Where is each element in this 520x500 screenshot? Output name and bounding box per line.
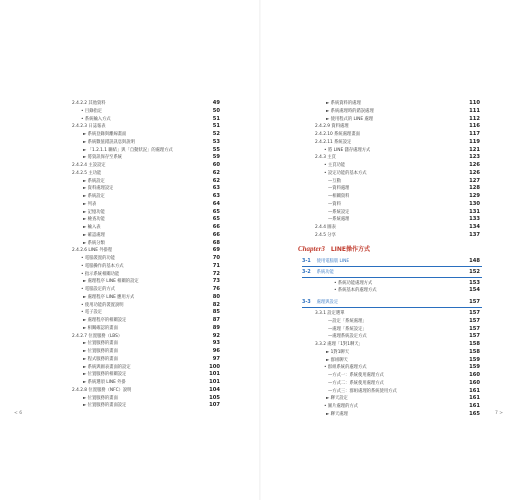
toc-entry-label: —方式一：系統使用處理方式 <box>328 373 384 378</box>
toc-entry-page-number: 133 <box>469 216 480 223</box>
toc-entry-label: • 電腦裝置的功能 <box>81 256 115 261</box>
right-folio: 7 > <box>495 411 504 416</box>
toc-entry-page-number: 60 <box>212 162 220 168</box>
toc-entry <box>260 349 520 356</box>
toc-entry-label: —處理「系統設定」 <box>328 326 367 332</box>
toc-entry-page-number: 119 <box>469 138 480 145</box>
toc-entry <box>260 154 520 161</box>
toc-entry <box>260 162 520 169</box>
toc-entry-page-number: 89 <box>212 324 220 331</box>
toc-entry-page-number: 123 <box>469 154 480 161</box>
toc-entry-label: • 指示系統相關功能 <box>81 271 120 277</box>
toc-entry-page-number: 129 <box>469 193 480 199</box>
toc-entry-label: 2.4.3 主頁 <box>315 155 336 161</box>
toc-entry-label: ► 系統資料的處理 <box>326 101 361 106</box>
toc-entry <box>260 318 520 325</box>
toc-entry-page-number: 157 <box>469 333 480 340</box>
section-rule <box>302 266 482 267</box>
toc-entry <box>0 201 260 208</box>
toc-entry-label: 2.4.2.11 系統設定 <box>315 139 352 145</box>
toc-entry <box>0 232 260 239</box>
toc-entry-page-number: 72 <box>212 270 220 277</box>
toc-entry-label: —方式二：系統使用處理方式 <box>328 380 384 386</box>
section-entry <box>260 299 520 306</box>
toc-entry <box>260 100 520 107</box>
toc-entry-page-number: 100 <box>209 363 220 370</box>
toc-entry-label: ► 群組聊天 <box>326 357 348 363</box>
toc-entry <box>0 185 260 192</box>
toc-entry <box>0 123 260 130</box>
toc-entry-page-number: 62 <box>212 169 220 176</box>
toc-entry-label: ► 相關確認的畫面 <box>83 325 118 331</box>
toc-entry <box>0 263 260 270</box>
toc-entry-label: 2.4.4 圖表 <box>315 225 336 230</box>
toc-entry-page-number: 66 <box>212 231 220 238</box>
toc-entry <box>260 224 520 231</box>
toc-entry <box>260 209 520 216</box>
toc-entry-label: ► 處理程序的相關設定 <box>83 318 127 323</box>
toc-entry-page-number: 112 <box>469 115 480 122</box>
toc-entry-label: —系統處理 <box>328 217 350 223</box>
toc-entry-page-number: 53 <box>212 138 220 145</box>
toc-entry <box>0 178 260 185</box>
toc-entry-label: ► 確認處理 <box>83 232 105 238</box>
toc-entry-label: ► 系統登錄與離線畫面 <box>83 132 127 137</box>
toc-entry-page-number: 50 <box>212 107 220 114</box>
toc-entry <box>260 357 520 364</box>
section-rule <box>302 307 482 308</box>
toc-entry-page-number: 127 <box>469 177 480 184</box>
toc-entry-label: • 電腦設定的方式 <box>81 287 115 292</box>
toc-entry-page-number: 126 <box>469 162 480 168</box>
toc-entry-page-number: 158 <box>469 348 480 355</box>
toc-entry-page-number: 101 <box>209 379 220 385</box>
toc-entry-page-number: 80 <box>212 293 220 300</box>
toc-entry-label: 2.4.2.7 位置服務（LBS） <box>72 333 123 339</box>
toc-entry-page-number: 51 <box>212 123 220 130</box>
toc-entry <box>260 280 520 287</box>
section-label <box>302 299 338 306</box>
toc-entry-page-number: 59 <box>212 154 220 161</box>
toc-entry-label: ► 處理程序 LINE 相關的設定 <box>83 279 139 285</box>
toc-entry <box>0 209 260 216</box>
toc-entry-label: ► 列表 <box>83 201 97 207</box>
toc-entry <box>0 317 260 324</box>
toc-entry-label: ► 聊天設定 <box>326 396 348 402</box>
toc-entry <box>0 247 260 254</box>
section-rule <box>302 277 482 278</box>
toc-entry-label: ► 位置服務的畫面 <box>83 395 118 401</box>
toc-entry-label: • 設定功能的基本方式 <box>324 170 367 176</box>
toc-entry <box>0 340 260 347</box>
section-title: 使用電腦版 LINE <box>316 258 350 264</box>
section-title: 系統功能 <box>316 269 334 275</box>
toc-entry-page-number: 49 <box>212 100 220 106</box>
toc-entry <box>260 372 520 379</box>
toc-entry-label: 2.4.2.5 主功能 <box>72 170 102 176</box>
toc-entry-page-number: 107 <box>209 402 220 409</box>
toc-entry <box>0 294 260 301</box>
toc-entry <box>0 387 260 394</box>
toc-entry-label: —資料 <box>328 201 341 207</box>
section-number: 3-1 <box>302 258 311 264</box>
toc-entry-label: • 系統基本的處理方式 <box>334 288 377 294</box>
toc-entry <box>260 388 520 395</box>
toc-entry-page-number: 126 <box>469 169 480 176</box>
toc-entry <box>260 185 520 192</box>
toc-entry-label: ► 記憶功能 <box>83 209 105 215</box>
left-folio: < 6 <box>14 411 23 416</box>
section-number: 3-2 <box>302 269 311 275</box>
section-title: 處理與設定 <box>316 300 339 305</box>
toc-entry <box>0 302 260 309</box>
toc-entry <box>0 216 260 223</box>
chapter-heading <box>298 244 370 254</box>
toc-entry-page-number: 161 <box>469 387 480 394</box>
toc-entry-label: • 主頁功能 <box>324 163 346 168</box>
toc-entry-page-number: 76 <box>212 286 220 292</box>
toc-entry <box>260 131 520 138</box>
toc-entry-page-number: 64 <box>212 200 220 207</box>
toc-entry-label: ► 處理程序 LINE 應用方式 <box>83 294 135 300</box>
toc-entry <box>260 411 520 418</box>
toc-entry <box>0 271 260 278</box>
toc-entry <box>0 364 260 371</box>
toc-entry-label: • 電子設定 <box>81 310 103 316</box>
toc-entry-label: ► 系統選項 LINE 外掛 <box>83 380 126 385</box>
toc-entry <box>260 123 520 130</box>
toc-entry-label: —處理系統設定方式 <box>328 334 367 340</box>
toc-entry <box>0 309 260 316</box>
toc-entry <box>260 341 520 348</box>
toc-entry <box>0 255 260 262</box>
toc-entry-page-number: 70 <box>212 255 220 261</box>
toc-entry <box>260 232 520 239</box>
toc-entry-page-number: 165 <box>469 410 480 417</box>
section-entry <box>260 258 520 265</box>
toc-entry-label: ► 系統數值錯誤訊息與說明 <box>83 139 135 145</box>
toc-entry-label: • 目錄指定 <box>81 108 103 114</box>
toc-entry-page-number: 157 <box>469 325 480 332</box>
chapter-label: Chapter3 <box>298 244 325 253</box>
toc-entry <box>260 380 520 387</box>
toc-entry-page-number: 97 <box>212 355 220 362</box>
toc-entry-label: ► 系統分類 <box>83 240 105 246</box>
toc-entry <box>0 131 260 138</box>
toc-entry-label: 2.4.5 分享 <box>315 232 336 238</box>
toc-entry <box>0 371 260 378</box>
toc-entry-label: ► 1對1聊天 <box>326 349 350 355</box>
section-page-number: 157 <box>469 299 480 305</box>
toc-entry-page-number: 116 <box>469 123 480 130</box>
section-entry <box>260 269 520 276</box>
toc-entry-label: ► 將資訊保存至系統 <box>83 155 123 161</box>
toc-entry-page-number: 110 <box>469 100 480 106</box>
toc-entry-page-number: 55 <box>212 146 220 153</box>
toc-entry <box>260 395 520 402</box>
section-number: 3-3 <box>302 300 311 305</box>
section-page-number: 148 <box>469 257 480 264</box>
toc-entry-label: ► 系統設定 <box>83 178 105 184</box>
toc-entry-page-number: 131 <box>469 208 480 215</box>
toc-entry-page-number: 160 <box>469 372 480 378</box>
toc-entry-page-number: 104 <box>209 386 220 393</box>
toc-entry <box>260 116 520 123</box>
toc-entry <box>260 287 520 294</box>
toc-entry-label: 2.4.2.8 位置服務（NFC）說明 <box>72 387 132 393</box>
section-label <box>302 258 349 265</box>
toc-entry-page-number: 111 <box>469 107 480 114</box>
chapter-title: LINE操作方式 <box>330 245 371 253</box>
toc-entry-page-number: 128 <box>469 185 480 192</box>
right-page <box>260 0 520 500</box>
toc-entry-page-number: 85 <box>212 309 220 316</box>
toc-entry <box>0 278 260 285</box>
toc-entry-label: —系統設定 <box>328 209 350 215</box>
toc-entry-label: ► 系統設定 <box>83 194 105 199</box>
toc-entry-page-number: 158 <box>469 341 480 347</box>
toc-entry-label: 2.4.2.9 資料處理 <box>315 124 349 130</box>
toc-entry-page-number: 105 <box>209 394 220 401</box>
toc-entry-label: ► 位置服務的畫面 <box>83 341 118 347</box>
toc-entry-label: ► 資料處理設定 <box>83 186 114 192</box>
toc-entry <box>260 170 520 177</box>
toc-entry-page-number: 87 <box>212 317 220 323</box>
toc-entry-label: • 系統輸入方式 <box>81 116 111 122</box>
toc-entry-label: ► 系統與圖表畫面的設定 <box>83 364 131 370</box>
toc-entry <box>260 310 520 317</box>
toc-entry-page-number: 62 <box>212 177 220 184</box>
toc-entry-page-number: 66 <box>212 224 220 230</box>
toc-entry-page-number: 65 <box>212 216 220 223</box>
toc-entry-label: 2.4.2.3 日誌報表 <box>72 124 106 130</box>
toc-entry <box>260 108 520 115</box>
toc-entry-label: 3.3.2 處理「1對1聊天」 <box>315 342 363 347</box>
toc-entry-page-number: 73 <box>212 278 220 285</box>
toc-entry <box>260 326 520 333</box>
toc-entry <box>0 402 260 409</box>
toc-entry-label: ► 使用程式的 LINE 處理 <box>326 116 374 122</box>
toc-entry-page-number: 159 <box>469 356 480 363</box>
toc-entry-page-number: 154 <box>469 287 480 294</box>
toc-entry-page-number: 71 <box>212 262 220 269</box>
toc-entry-label: —互動 <box>328 178 341 184</box>
toc-entry <box>0 356 260 363</box>
toc-entry <box>0 395 260 402</box>
toc-entry <box>260 147 520 154</box>
toc-entry <box>0 325 260 332</box>
toc-entry-page-number: 92 <box>212 332 220 339</box>
toc-entry <box>0 286 260 293</box>
toc-entry-page-number: 161 <box>469 403 480 409</box>
toc-entry-label: ► 程式服務的畫面 <box>83 356 118 362</box>
toc-entry-label: • 將 LINE 儲存處理方式 <box>324 147 371 153</box>
toc-entry-page-number: 52 <box>212 131 220 137</box>
toc-entry-page-number: 137 <box>469 231 480 238</box>
toc-entry <box>0 193 260 200</box>
toc-entry <box>260 403 520 410</box>
toc-entry-page-number: 157 <box>469 310 480 316</box>
toc-entry-label: • 電腦操作的基本方式 <box>81 263 124 269</box>
toc-entry-label: 3.3.1 設定選單 <box>315 311 345 316</box>
toc-entry <box>0 240 260 247</box>
toc-entry-page-number: 93 <box>212 340 220 347</box>
toc-entry-page-number: 134 <box>469 224 480 230</box>
toc-entry-label: 2.4.2.4 主設設定 <box>72 163 106 168</box>
toc-entry-label: ► 檢查功能 <box>83 217 105 223</box>
toc-entry <box>0 154 260 161</box>
toc-entry-label: ► 聊天處理 <box>326 411 348 417</box>
toc-entry <box>0 100 260 107</box>
toc-entry <box>0 116 260 123</box>
toc-entry-page-number: 51 <box>212 115 220 122</box>
toc-entry-page-number: 63 <box>212 185 220 192</box>
toc-entry <box>0 333 260 340</box>
toc-entry <box>0 108 260 115</box>
toc-entry-page-number: 121 <box>469 146 480 153</box>
toc-entry <box>0 170 260 177</box>
toc-entry-label: ► 「1.2.1.1 聯結」與「自動狀況」的處理方式 <box>83 147 173 153</box>
toc-entry-label: ► 位置服務的畫面 <box>83 349 118 354</box>
toc-entry-page-number: 117 <box>469 131 480 137</box>
toc-entry-page-number: 101 <box>209 371 220 378</box>
toc-entry-page-number: 63 <box>212 193 220 199</box>
toc-entry-label: • 系統功能處理方式 <box>334 280 373 286</box>
toc-entry-page-number: 96 <box>212 348 220 354</box>
toc-entry <box>260 193 520 200</box>
toc-entry-page-number: 130 <box>469 200 480 207</box>
toc-entry-label: ► 輸入表 <box>83 225 101 230</box>
toc-entry <box>260 139 520 146</box>
toc-entry-label: • 群組系統的處理方式 <box>324 365 367 371</box>
toc-entry-label: • 使用功能的裝置說明 <box>81 302 124 308</box>
toc-entry <box>0 224 260 231</box>
toc-entry-label: —相關資料 <box>328 194 350 199</box>
toc-entry-label: • 圖片處理的方式 <box>324 404 358 409</box>
toc-entry-page-number: 157 <box>469 317 480 324</box>
toc-entry <box>260 216 520 223</box>
section-page-number: 152 <box>469 268 480 275</box>
toc-entry <box>260 333 520 340</box>
toc-entry <box>260 364 520 371</box>
toc-entry-label: 2.4.2.10 系統處理畫面 <box>315 132 360 137</box>
toc-entry-page-number: 160 <box>469 379 480 386</box>
toc-entry-label: 2.4.2.2 其他資料 <box>72 101 106 106</box>
toc-entry-page-number: 65 <box>212 208 220 215</box>
toc-entry-page-number: 68 <box>212 239 220 246</box>
toc-entry <box>0 162 260 169</box>
toc-entry-page-number: 153 <box>469 279 480 286</box>
toc-entry-label: —資料處理 <box>328 186 350 192</box>
toc-entry-label: ► 位置服務的畫面設定 <box>83 403 127 409</box>
toc-entry-label: ► 位置服務的相關設定 <box>83 372 127 378</box>
toc-entry-page-number: 82 <box>212 301 220 308</box>
toc-entry <box>0 139 260 146</box>
toc-entry-label: ► 系統處理時的錯誤處理 <box>326 108 374 114</box>
toc-entry-label: —設定「系統處理」 <box>328 318 367 324</box>
toc-entry <box>0 379 260 386</box>
toc-entry-page-number: 69 <box>212 247 220 254</box>
toc-entry-label: 2.4.2.6 LINE 外掛程 <box>72 248 113 254</box>
toc-entry <box>260 178 520 185</box>
toc-entry <box>0 348 260 355</box>
toc-entry-page-number: 159 <box>469 364 480 371</box>
toc-entry <box>260 201 520 208</box>
toc-entry <box>0 147 260 154</box>
toc-entry-page-number: 161 <box>469 395 480 402</box>
toc-entry-label: —方式三：群組處理的系統使用方式 <box>328 388 397 394</box>
section-label <box>302 269 334 276</box>
